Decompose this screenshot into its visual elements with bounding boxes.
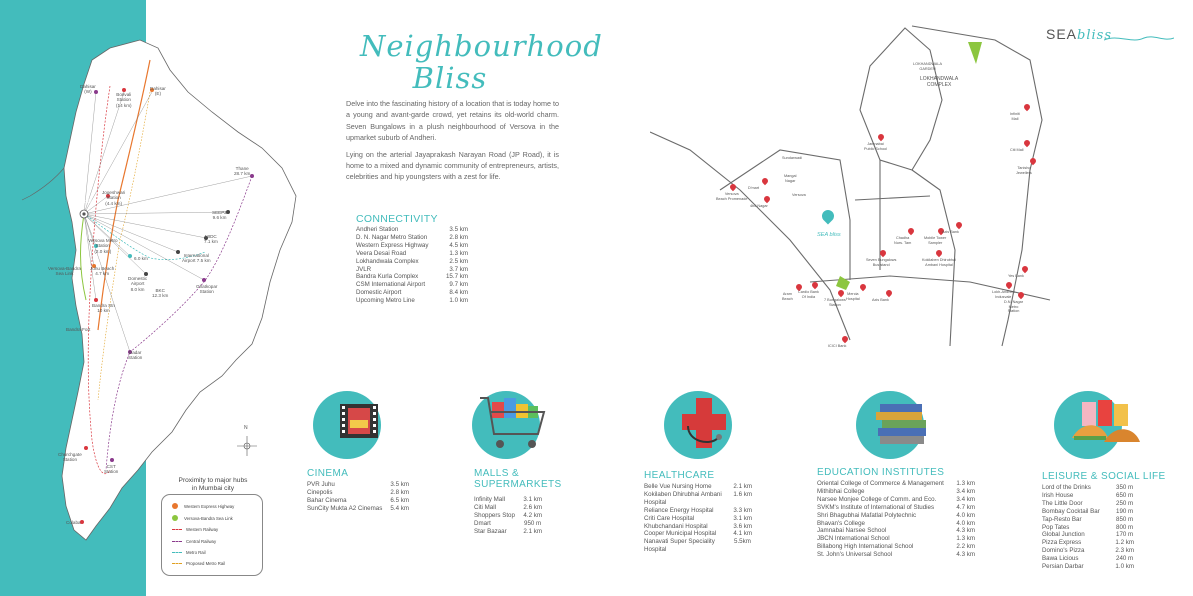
legend-label: Proposed Metro Rail [186,561,226,566]
list-item-distance: 650 m [1116,491,1134,499]
list-item-distance: 2.8 km [449,233,468,241]
list-item [474,520,542,528]
map-pin-label: Mobile Tower Sampler [924,236,947,245]
list-item [307,489,409,497]
medical-cross-icon [682,396,726,454]
map-pin-label: Yes Bank [1008,274,1024,278]
list-item [356,226,468,234]
map-label-jogeshwari: Jogeshwari Station (4.4 km) [102,190,126,206]
list-item [356,273,468,281]
brand-logo [1046,26,1112,43]
intro-text [346,98,559,188]
list-item-name: PVR Juhu [307,481,335,488]
map-pin-label: D.N. Nagar Metro Station [1004,300,1023,314]
title-line-1: Neighbourhood [360,29,603,63]
list-item-distance: 1.3 km [449,249,468,257]
books-icon [874,400,934,448]
list-item-name: SunCity Mukta A2 Cinemas [307,504,383,512]
legend-dot-icon [172,515,178,521]
list-item-distance: 4.0 km [956,511,975,519]
bungalows-green-shape [836,276,850,290]
food-drinks-icon [1068,398,1142,450]
compass-north-label: N [244,425,248,431]
list-item [817,480,975,488]
list-item-name: Khubchandani Hospital [644,522,708,530]
malls-heading [474,468,562,490]
lokhandwala-garden-shape [968,42,982,64]
list-item-distance: 850 m [1116,515,1134,523]
list-item-name: Bombay Cocktail Bar [1042,507,1100,515]
legend-label: Central Railway [186,539,217,544]
list-item [644,507,752,515]
list-item-name: Shri Bhagubhai Mafatlal Polytechnic [817,511,917,519]
map-pin-label: Tanishq Jewellers [1016,166,1032,175]
list-item [356,234,468,242]
list-item-distance: 4.7 km [956,503,975,511]
list-item-distance: 3.4 km [956,487,975,495]
list-item-name: Pop Tates [1042,523,1070,531]
map-pin-label: Jamnabai Public School [864,142,888,151]
legend-line-icon [172,563,182,564]
proximity-title: Proximity to major hubs in Mumbai city [178,477,248,492]
list-item [1042,524,1134,532]
list-item [356,258,468,266]
list-item [307,481,409,489]
map-label-bandra-fort: Bandra Fort [66,327,91,332]
list-item-name: Criti Care Hospital [644,514,695,522]
list-item-distance: 1.3 km [956,535,975,543]
list-item [817,527,975,535]
list-item-distance: 350 m [1116,484,1134,491]
map-label-midc: MIDC 7.1 km [204,234,218,245]
mumbai-landmass [62,40,296,540]
cinema-heading: CINEMA [307,468,349,479]
list-item [307,505,409,513]
list-item-name: Mithibhai College [817,487,865,495]
list-item-distance: 240 m [1116,555,1134,563]
list-item-distance: 3.6 km [733,522,752,530]
map-pin-label: Axis Bank [942,230,959,234]
list-item-name: Andheri Station [356,226,399,233]
list-item-name: SVKM's Institute of International of Studies [817,503,935,511]
list-item-distance: 5.4 km [390,504,409,512]
list-item-distance: 3.1 km [523,496,542,503]
list-item [1042,539,1134,547]
shopping-cart-icon [478,394,548,456]
map-pin-label: 4bd Nagar [750,204,768,208]
list-item-name: Lokhandwala Complex [356,257,419,265]
list-item-distance: 5.5km [734,538,751,546]
list-item-name: Jamnabai Narsee School [817,527,887,535]
list-item [817,488,975,496]
map-pin-label: Versova Beach Promenade [716,192,748,201]
map-label-6km: 6.0 km [134,256,148,261]
leisure-list [1042,484,1134,571]
list-item [644,523,752,531]
list-item-distance: 3.4 km [956,495,975,503]
legend-line-icon [172,552,182,553]
map-label-cst: CST Station [104,464,119,475]
list-item-name: JVLR [356,265,372,273]
legend-dot-icon [172,503,178,509]
list-item-distance: 2.3 km [1115,547,1134,555]
map-legend [161,494,263,576]
list-item-name: Reliance Energy Hospital [644,506,714,514]
map-label-dadar: Dadar Station [128,350,143,361]
list-item [1042,555,1134,563]
map-label-mangal-nagar: Mangal Nagar [784,174,797,183]
map-pin-label: Kokilaben Dhirubhai Ambani Hospital [922,258,956,267]
list-item-name: The Little Door [1042,499,1083,507]
map-pin-label: Chadha Nurs. Tam [894,236,912,245]
page-title [360,29,603,95]
list-item-distance: 250 m [1116,499,1134,507]
list-item-name: JBCN International School [817,535,890,543]
list-item-name: Cinepolis [307,488,333,496]
list-item-distance: 1.2 km [1115,539,1134,547]
list-item [1042,492,1134,500]
list-item-distance: 3.5 km [449,226,468,233]
list-item-name: CSM International Airport [356,281,426,289]
map-pin-label: Axis Bank [872,298,889,302]
education-list [817,480,975,559]
map-label-juhu: Juhu Beach 4.7 km [90,266,115,277]
list-item-name: Cooper Municipal Hospital [644,530,717,538]
list-item [817,520,975,528]
map-label-churchgate: Churchgate Station [58,452,82,463]
map-label-seabliss: SEA bliss [72,199,95,205]
map-pin-label: Seven Bungalows Bus stand [866,258,897,267]
list-item [817,543,975,551]
legend-label: Metro Rail [186,550,206,555]
list-item-distance: 950 m [524,519,542,527]
legend-line-icon [172,541,182,542]
film-strip-icon [338,400,380,442]
list-item [1042,484,1134,492]
healthcare-heading: HEALTHCARE [644,470,715,481]
list-item-name: Western Express Highway [356,241,429,249]
legend-row [172,515,233,521]
list-item-distance: 4.2 km [523,511,542,519]
malls-heading-line-2: SUPERMARKETS [474,479,562,490]
list-item-distance: 4.3 km [956,551,975,559]
list-item-name: Persian Darbar [1042,563,1084,571]
list-item-distance: 9.7 km [449,281,468,289]
map-label-colaba: Colaba [66,520,81,525]
list-item-name: Star Bazaar [474,527,507,535]
map-pin-label: Lokh-Andheri Indusvale [992,290,1015,299]
list-item [356,250,468,258]
map-label-seepz: SEEPZ 9.6 km [212,210,228,221]
list-item [1042,563,1134,571]
map-label-bandra: Bandra Stn 10 km [92,303,115,314]
list-item [644,530,752,538]
list-item-distance: 1.0 km [449,297,468,305]
list-item-distance: 2.8 km [390,488,409,496]
map-pin-label: ICICI Bank [828,344,847,348]
map-pin-label: D'mart [748,186,760,190]
list-item [1042,531,1134,539]
list-item-distance: 4.3 km [956,527,975,535]
list-item-name: Global Junction [1042,531,1085,539]
list-item-name: Billabong High International School [817,543,914,551]
list-item-name: Bandra Kurla Complex [356,273,419,281]
list-item [356,242,468,250]
list-item-name: Nanavati Super Speciality Hospital [644,538,715,554]
list-item [644,515,752,523]
list-item [1042,516,1134,524]
list-item-distance: 3.1 km [733,514,752,522]
connectivity-heading: CONNECTIVITY [356,213,438,225]
cinema-list [307,481,409,513]
list-item-name: Tap-Resto Bar [1042,515,1082,523]
list-item [1042,547,1134,555]
leisure-heading: LEISURE & SOCIAL LIFE [1042,471,1166,482]
map-label-sundarwadi: Sundarwadi [782,156,803,160]
list-item-distance: 4.0 km [956,519,975,527]
list-item [1042,500,1134,508]
list-item-distance: 6.5 km [390,496,409,504]
list-item-distance: 1.6 km [733,490,752,498]
education-heading: EDUCATION INSTITUTES [817,467,945,478]
list-item [474,496,542,504]
list-item-name: St. John's Universal School [817,551,893,559]
list-item-distance: 2.1 km [523,527,542,535]
malls-heading-line-1: MALLS & [474,468,520,479]
list-item-distance: 3.7 km [449,265,468,273]
list-item-distance: 15.7 km [445,273,468,281]
list-item [817,551,975,559]
map-pin-label: Citi Mall [1010,148,1024,152]
map-pin-label: Mercia Hospital [846,292,860,301]
legend-line-icon [172,529,182,530]
list-item [474,512,542,520]
legend-row [172,527,218,532]
list-item-distance: 3.5 km [390,481,409,488]
legend-label: Western Railway [186,527,219,532]
map-label-versova: Versova [792,193,806,197]
legend-label: Western Express Highway [184,503,235,509]
list-item-distance: 1.3 km [956,480,975,487]
list-item [356,297,468,305]
map-pin-label: Infiniti Mall [1010,112,1020,121]
brand-wave-icon [1104,32,1174,46]
list-item-name: Infinity Mall [474,496,505,503]
list-item-name: Citi Mall [474,503,497,511]
title-line-2: Bliss [412,61,488,95]
list-item [644,491,752,507]
map-label-lokhandwala-garden: LOKHANDWALA GARDEN [913,62,942,71]
list-item [1042,508,1134,516]
list-item [644,538,752,554]
list-item [356,281,468,289]
list-item-name: Narsee Monjee College of Comm. and Eco. [817,495,937,503]
map-label-versova-metro: Versova Metro Station (2.0 km) [88,238,118,254]
map-label-sea-link: Versova-Bandra Sea Link [48,266,81,277]
list-item-name: Bahar Cinema [307,496,347,504]
legend-row [172,561,225,566]
list-item [356,289,468,297]
list-item-distance: 2.2 km [956,543,975,551]
map-pin-label: Aram Beach [782,292,793,301]
list-item-name: D. N. Nagar Metro Station [356,233,428,241]
east-road [912,26,1042,346]
list-item-distance: 1.0 km [1115,563,1134,571]
map-pin-label: Cardio Bank Of India [798,290,819,299]
map-label-dahisar-e: Dahisar (E) [150,86,166,97]
intro-paragraph-2: Lying on the arterial Jayaprakash Narayan Road (JP Road), it is home to a mixed and dynamic community of entrepreneurs, artists, celebrities and hip youngsters with a zest for life. [346,149,559,182]
map-label-ghatkopar: Ghatkopar Station [196,284,218,295]
cross-road [855,196,930,200]
list-item-name: Lord of the Drinks [1042,484,1091,491]
legend-row [172,503,234,509]
list-item-name: Shoppers Stop [474,511,515,519]
map-pin-label: 7 Bungalows Station [824,298,846,307]
seabliss-pin-label: SEA bliss [817,232,841,238]
list-item-name: Kokilaben Dhirubhai Ambani Hospital [644,490,722,506]
list-item-distance: 3.3 km [733,506,752,514]
list-item [307,497,409,505]
map-label-borivali: Borivali Station (14 km) [116,92,132,108]
healthcare-list [644,483,752,554]
legend-label: Versova-Bandra Sea Link [184,515,233,521]
list-item [644,483,752,491]
list-item-name: Oriental College of Commerce & Management [817,480,944,487]
map-label-international-airport: International Airport 7.5 km [182,253,211,264]
list-item-name: Upcoming Metro Line [356,297,415,305]
list-item-distance: 4.1 km [733,530,752,538]
list-item [474,528,542,536]
legend-row [172,539,216,544]
brand-logo-sea: SEA [1046,26,1078,42]
list-item-distance: 190 m [1116,507,1134,515]
list-item-name: Pizza Express [1042,539,1082,547]
map-label-domestic-airport: Domestic Airport 8.0 km [128,276,148,292]
list-item-distance: 2.1 km [733,483,752,490]
list-item-distance: 170 m [1116,531,1134,539]
list-item [817,512,975,520]
list-item-distance: 8.4 km [449,289,468,297]
brand-logo-bliss: bliss [1077,28,1112,43]
list-item-name: Bawa Licious [1042,555,1079,563]
map-label-dahisar-w: Dahisar (W) [80,84,96,95]
list-item-name: Belle Vue Nursing Home [644,483,712,490]
list-item [356,266,468,274]
legend-row [172,550,206,555]
list-item-name: Irish House [1042,491,1074,499]
list-item [817,504,975,512]
connectivity-table [356,226,468,305]
list-item-distance: 2.6 km [523,503,542,511]
map-label-lokhandwala-complex: LOKHANDWALA COMPLEX [920,76,959,88]
map-label-thane: Thane 28.7 km [234,166,251,177]
list-item [474,504,542,512]
list-item-name: Veera Desai Road [356,249,407,257]
intro-paragraph-1: Delve into the fascinating history of a location that is today home to a young and avant-garde crowd, yet retains its old-world charm. Seven Bungalows in a plush neighbourhood of Versova in the upmarket suburb of Andheri. [346,99,559,143]
list-item-name: Domestic Airport [356,289,402,297]
malls-list [474,496,542,536]
list-item [817,535,975,543]
compass-icon [237,436,257,456]
map-label-bkc: BKC 12.3 km [152,288,169,299]
list-item-name: Domino's Pizza [1042,547,1085,555]
list-item-distance: 2.5 km [449,257,468,265]
list-item-distance: 4.5 km [449,241,468,249]
list-item [817,496,975,504]
list-item-distance: 800 m [1116,523,1134,531]
coast-left [22,168,64,200]
list-item-name: Dmart [474,519,491,527]
list-item-name: Bhavan's College [817,519,865,527]
